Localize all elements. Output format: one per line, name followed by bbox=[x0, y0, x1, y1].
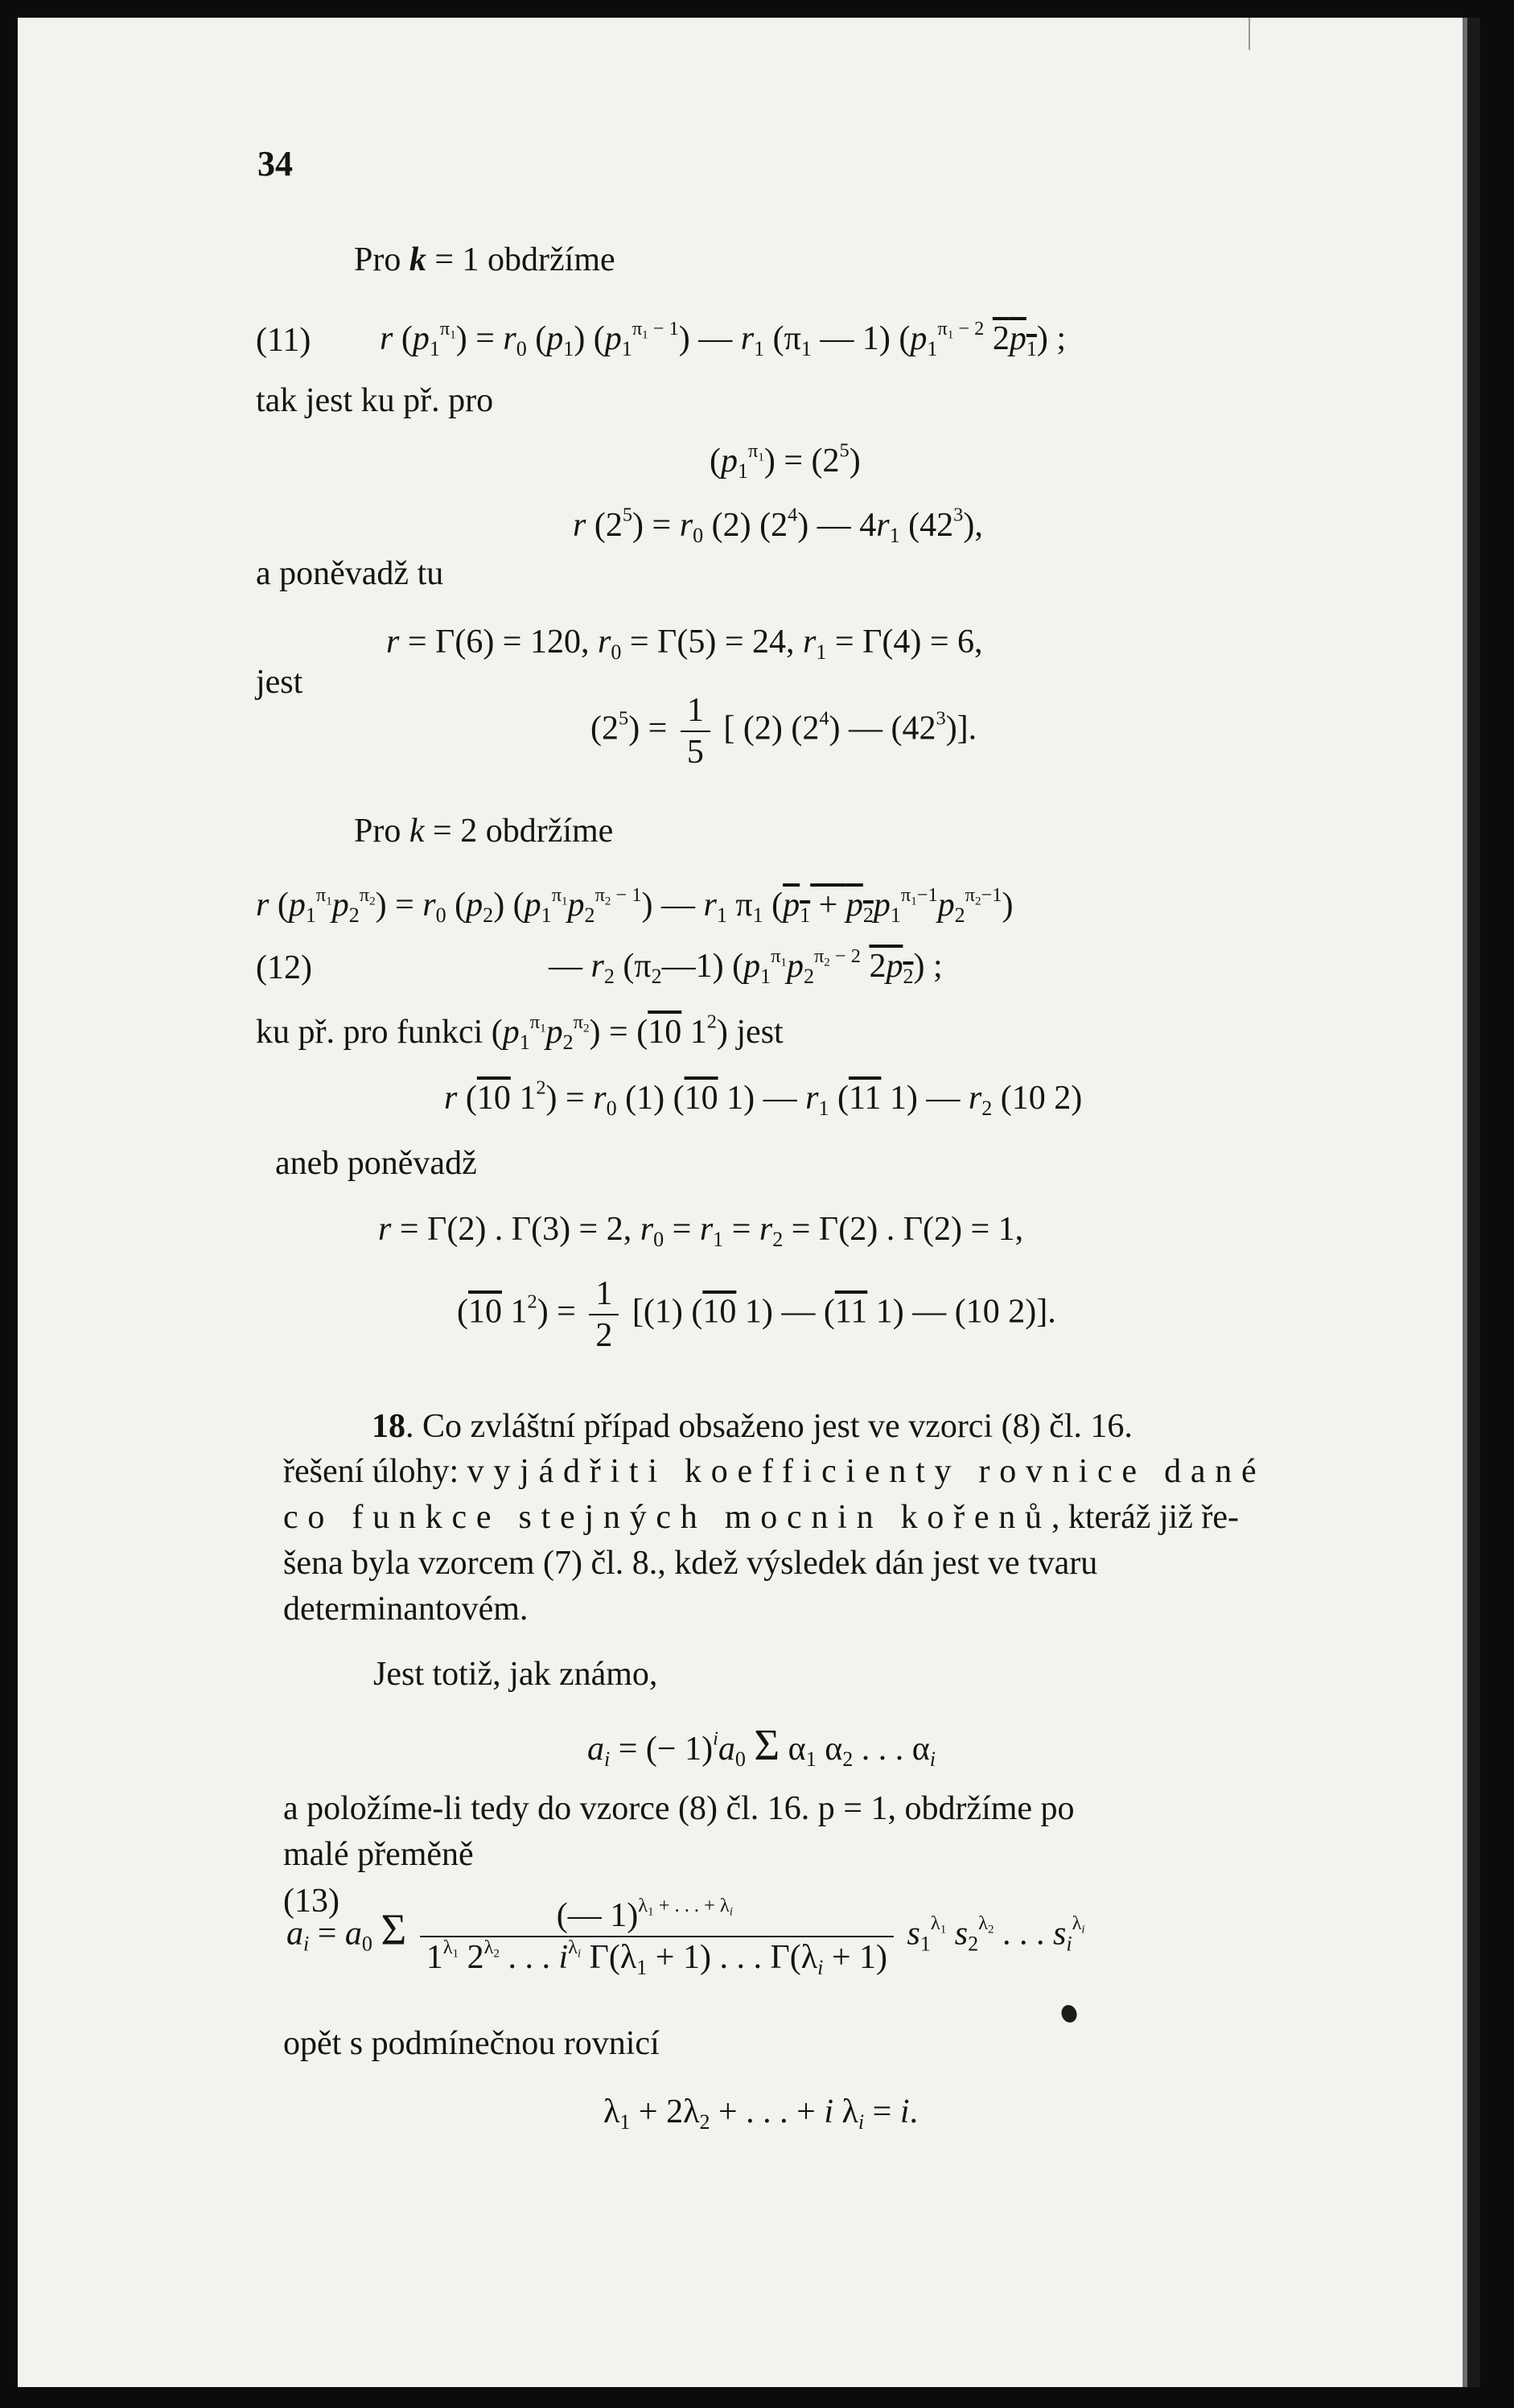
scan-edge bbox=[1467, 18, 1480, 2387]
text-jest-totiz: Jest totiž, jak známo, bbox=[373, 1656, 658, 1693]
page-number: 34 bbox=[257, 144, 293, 183]
fraction-one-half: $\frac{1}{2}$ bbox=[589, 1277, 619, 1352]
equation-13-fraction: $\frac{(— 1)^{\lambda_1 + . . . + \lambda_i}}{1^{\lambda_1} 2^{\lambda_2} . . . i^{\lambda_i} \Gamma(\lambda_1 + 1) . . . \Gamma(\lambda_i + 1)}$ bbox=[420, 1899, 894, 1974]
formula-lambda: $\lambda_1 + 2\lambda_2$ + . . . + i $\lambda_i = i$. bbox=[603, 2093, 918, 2134]
text-jest: jest bbox=[256, 664, 303, 701]
equation-12-label: (12) bbox=[256, 949, 312, 986]
text-opet: opět s podmínečnou rovnicí bbox=[283, 2025, 660, 2062]
formula-p1pi1: $(p_1^{\pi_1}) = (2^5)$ bbox=[710, 439, 861, 483]
formula-gamma2-values: r = Γ(2) . Γ(3) = 2, $r_0 = r_1 = r_2 = \Gamma(2)$ . Γ(2) = 1, bbox=[378, 1211, 1024, 1251]
formula-r101: r (10 $1^2) = r_0$ (1) (10 1) — $r_1$ (11 1) — $r_2$ (10 2) bbox=[444, 1076, 1083, 1120]
section-18-line-4: šena byla vzorcem (7) čl. 8., kdež výsledek dán jest ve tvaru bbox=[283, 1545, 1098, 1582]
equation-13: $a_i = a_0$ Σ $\frac{(— 1)^{\lambda_1 + . . . + \lambda_i}}{1^{\lambda_1} 2^{\lambda_2} . . . i^{\lambda_i} \Gamma(\lambda_1 + 1) . . . \Gamma(\lambda_i + 1)}$ $s_1^{\lambda_1}$ $s_2^{\lambda_2}$ . . . $s_i^{\lambda_i}$ bbox=[286, 1894, 1085, 1979]
formula-gamma-values: r = Γ(6) = 120, $r_0 = \Gamma(5) = 24$, $r_1 = \Gamma(4) = 6$, bbox=[386, 624, 983, 664]
equation-11-label: (11) bbox=[256, 322, 311, 359]
scan-crease bbox=[1249, 18, 1250, 50]
section-18-line-2: řešení úlohy: vyjádřiti koefficienty rovnice dané bbox=[283, 1453, 1266, 1490]
text-line-k1: Pro k = 1 obdržíme bbox=[354, 241, 615, 278]
section-18-line-5: determinantovém. bbox=[283, 1591, 529, 1628]
formula-r25: r $(2^5) = r_0$ (2) $(2^4)$ — $4r_1$ $(42^3)$, bbox=[573, 504, 983, 547]
formula-25-fraction: $(2^5)$ = $\frac{1}{5}$ [ (2) $(2^4)$ — $(42^3)$]. bbox=[590, 692, 977, 771]
scan-edge-shadow bbox=[1463, 18, 1467, 2387]
text-polozime: a položíme-li tedy do vzorce (8) čl. 16. p = 1, obdržíme po bbox=[283, 1790, 1075, 1827]
equation-12-line-a: r $(p_1^{\pi_1}p_2^{\pi_2}) = r_0$ $(p_2)$ $(p_1^{\pi_1}p_2^{\pi_2 - 1})$ — $r_1$ $\pi_1$ $(p_1 + p_2p_1^{\pi_1-1}p_2^{\pi_2-1})$ bbox=[256, 883, 1014, 927]
ink-blot bbox=[1059, 2003, 1079, 2024]
section-number: 18 bbox=[372, 1408, 405, 1445]
scanned-page bbox=[18, 18, 1480, 2387]
equation-12-line-b: — $r_2$ $(\pi_2—1)$ ($p_1^{\pi_1}p_2^{\pi_2 - 2}$ $2p_2$) ; bbox=[549, 945, 943, 988]
text-male-premene: malé přeměně bbox=[283, 1836, 474, 1873]
text-line-k2: Pro k = 2 obdržíme bbox=[354, 813, 614, 850]
section-18-line-3: co funkce stejných mocnin kořenů, kteráž již ře- bbox=[283, 1499, 1239, 1536]
equation-13-label: (13) bbox=[283, 1883, 339, 1920]
text-tak-jest: tak jest ku př. pro bbox=[256, 382, 494, 419]
section-18-line-1: 18. Co zvláštní případ obsaženo jest ve vzorci (8) čl. 16. bbox=[372, 1408, 1133, 1445]
formula-ai: $a_i$ = (− $1)^ia_0$ Σ $\alpha_1$ $\alpha_2$ . . . $\alpha_i$ bbox=[587, 1720, 936, 1771]
text-a-ponevadz: a poněvadž tu bbox=[256, 555, 444, 592]
fraction-one-fifth: $\frac{1}{5}$ bbox=[681, 694, 710, 769]
formula-101-fraction: (10 $1^2$) = $\frac{1}{2}$ [(1) (10 1) — (11 1) — (10 2)]. bbox=[457, 1275, 1056, 1354]
text-ku-pr-funkci: ku př. pro funkci $(p_1^{\pi_1}p_2^{\pi_2}) = (10$ $1^2$) jest bbox=[256, 1011, 784, 1054]
equation-11: r $(p_1^{\pi_1}) = r_0$ $(p_1)$ $(p_1^{\pi_1 - 1})$ — $r_1$ ($\pi_1$ — 1) ($p_1^{\pi_1 - 2}$ $2p_1$) ; bbox=[380, 317, 1067, 360]
text-aneb-ponevadz: aneb poněvadž bbox=[275, 1145, 477, 1182]
